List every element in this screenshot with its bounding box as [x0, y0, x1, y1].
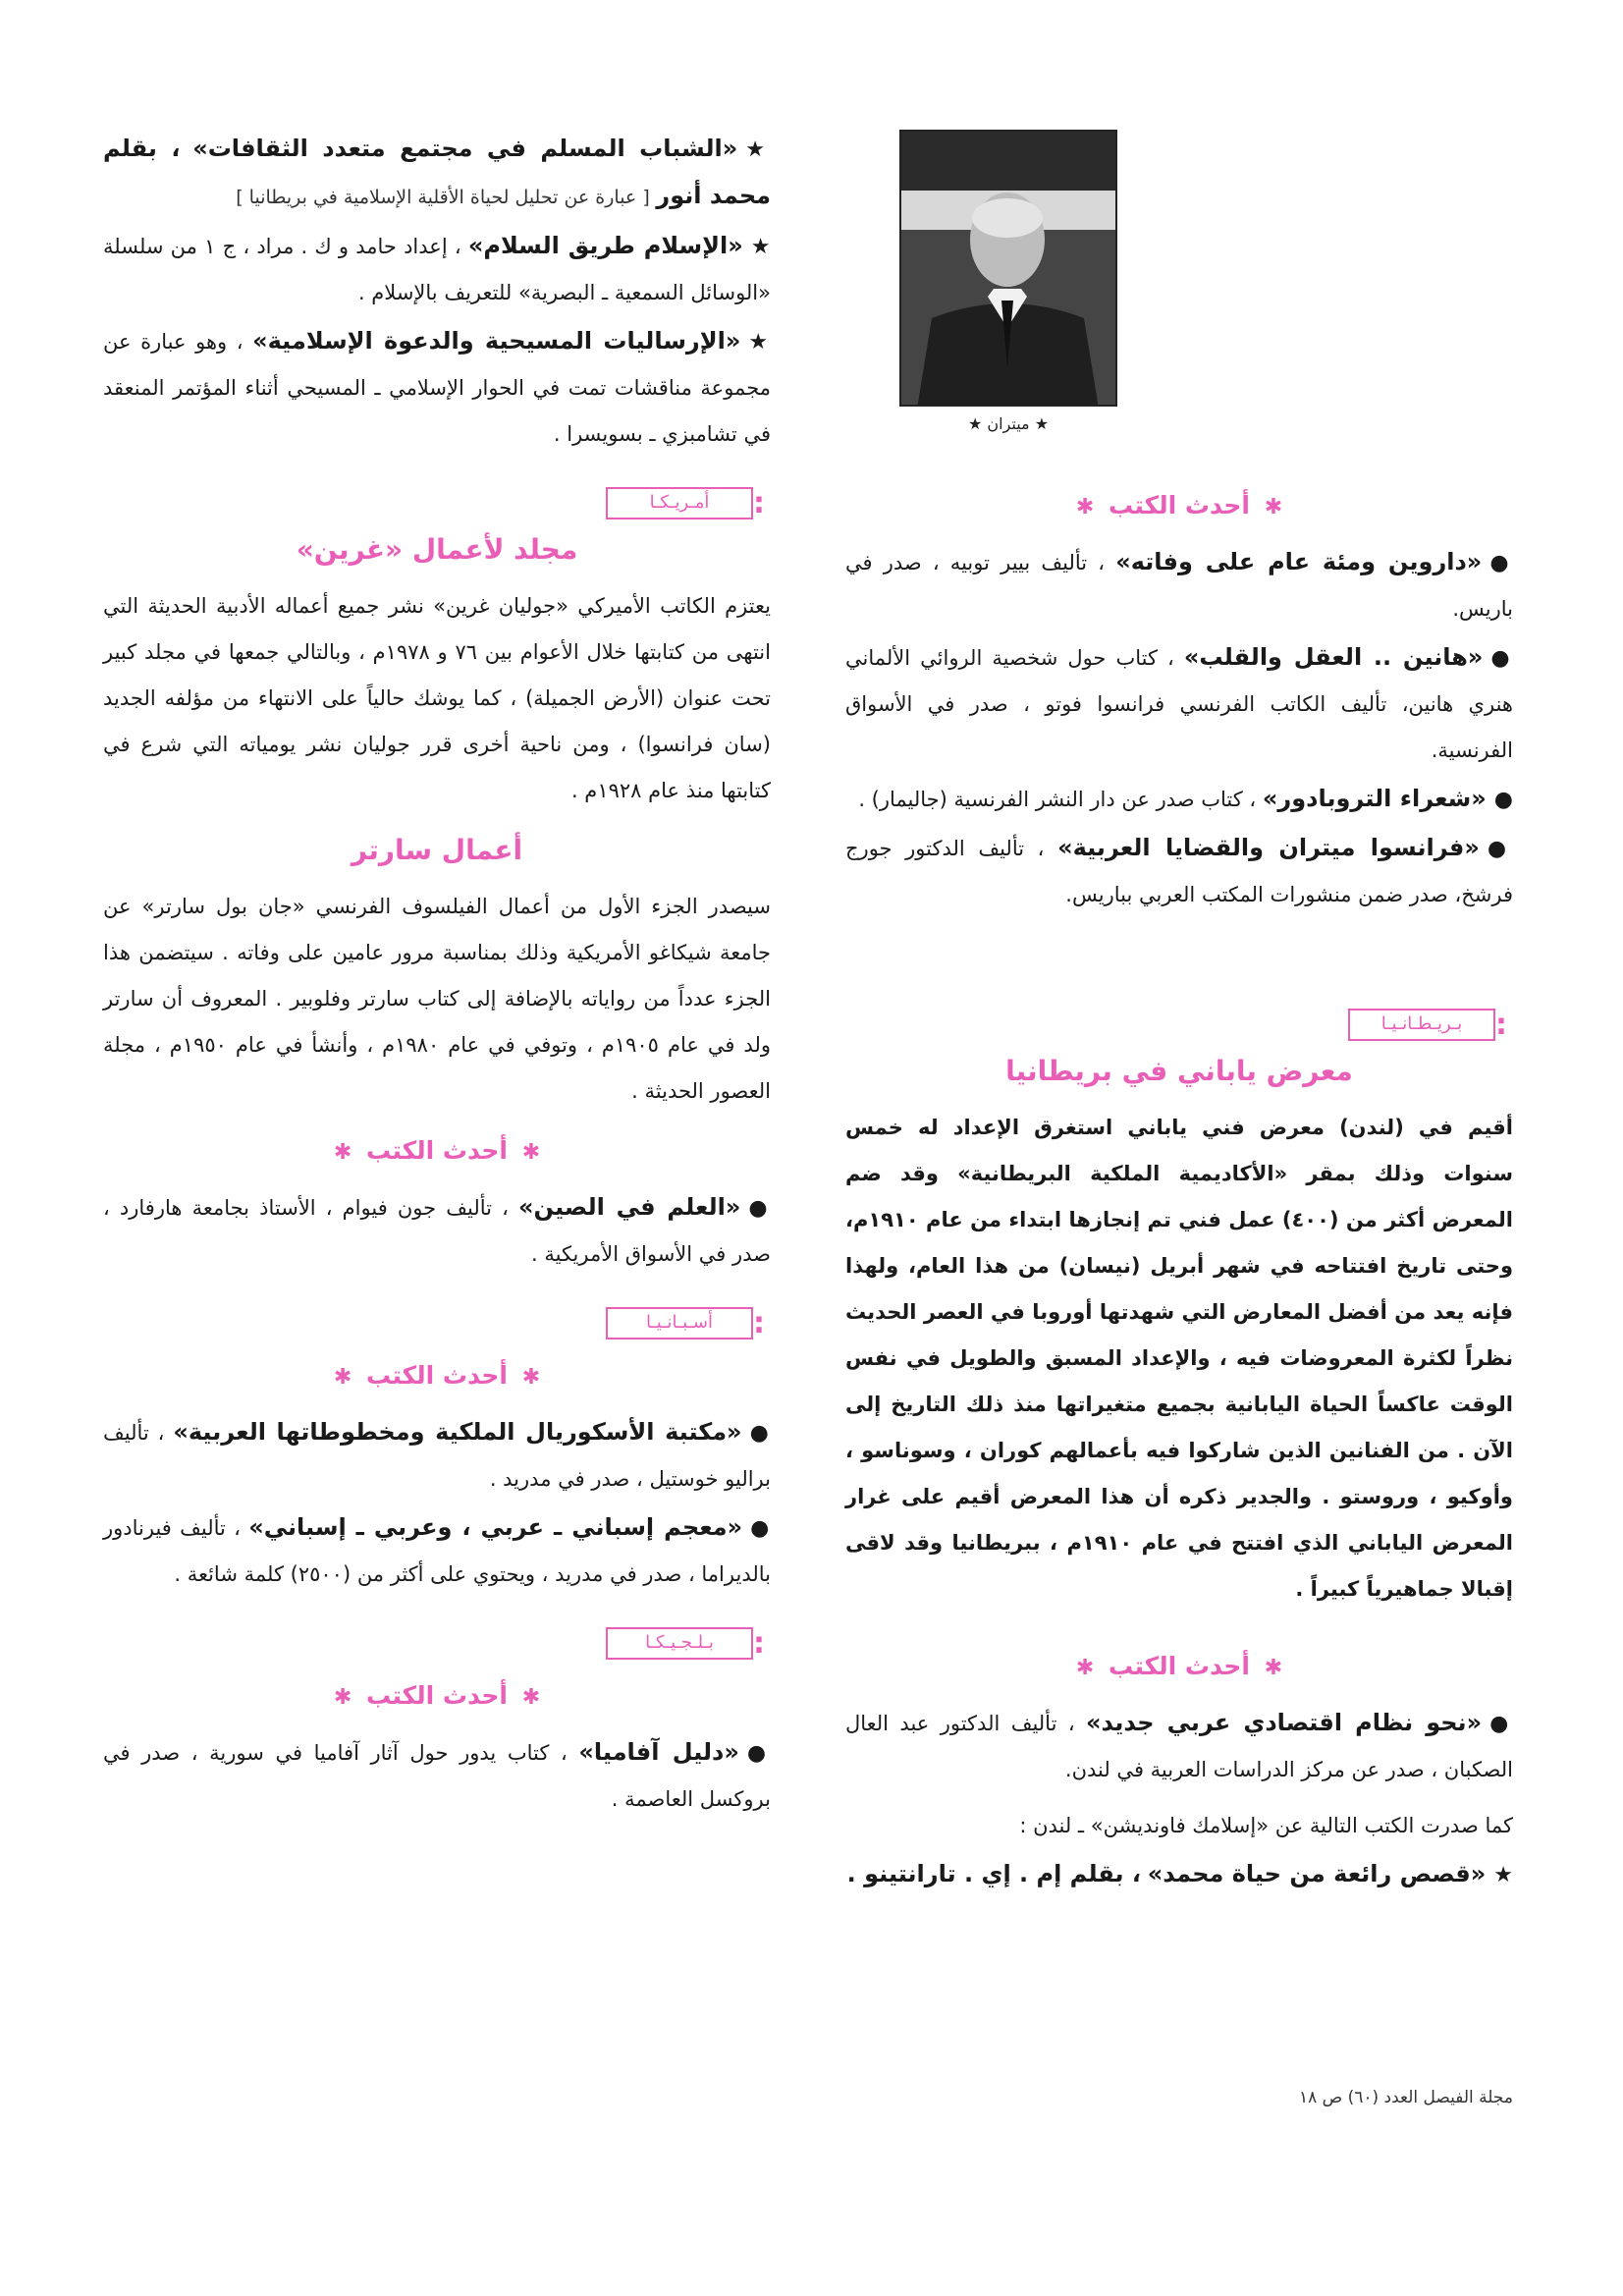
star-icon: ✱ — [1075, 495, 1095, 519]
country-label-text: أمـريـكـا — [606, 487, 753, 519]
bullet-icon: ● — [749, 1421, 771, 1446]
section-heading-belgium-books — [103, 1681, 771, 1710]
section-heading-spain-books — [103, 1361, 771, 1390]
country-label-text: أسـبـانـيـا — [606, 1307, 753, 1339]
book-entry — [103, 1409, 771, 1503]
book-details: ، تأليف بيير توبيه ، صدر في باريس. — [845, 551, 1513, 621]
bullet-icon: ● — [750, 1516, 771, 1541]
star-icon: ✱ — [521, 1685, 541, 1710]
country-label-belgium — [103, 1627, 771, 1660]
book-details: ، تأليف فيرنادور بالديراما ، صدر في مدريد ، ويحتوي على أكثر من (٢٥٠٠) كلمة شائعة . — [103, 1516, 771, 1586]
colon-mark: : — [753, 1625, 765, 1661]
islamic-foundation-intro: كما صدرت الكتب التالية عن «إسلامك فاونديشن» ـ لندن : — [1019, 1814, 1513, 1837]
section-heading-america-books — [103, 1136, 771, 1165]
star-icon: ★ — [745, 137, 772, 162]
portrait-caption: ★ ميتران ★ — [967, 414, 1050, 433]
bullet-icon: ● — [1490, 646, 1513, 671]
book-note: [ عبارة عن تحليل لحياة الأقلية الإسلامية في بريطانيا ] — [236, 187, 650, 208]
book-entry — [103, 1184, 771, 1278]
book-entry — [845, 1851, 1513, 1898]
book-title: «هانين .. العقل والقلب» — [1183, 643, 1484, 671]
section-heading-label: أحدث الكتب — [365, 1681, 509, 1710]
country-label-spain — [103, 1307, 771, 1339]
section-heading-france-books — [845, 491, 1513, 519]
article-title-greene: مجلد لأعمال «غرين» — [296, 533, 578, 566]
colon-mark: : — [753, 485, 765, 520]
book-details: ، تأليف الدكتور جورج فرشخ، صدر ضمن منشورات المكتب العربي بباريس. — [845, 837, 1513, 906]
book-details: ، بقلم إم . إي . تارانتينو . — [846, 1860, 1142, 1887]
country-label-britain — [845, 1009, 1513, 1041]
star-icon: ★ — [1493, 1863, 1513, 1887]
star-icon: ✱ — [1264, 495, 1283, 519]
article-title-japanese-exhibition: معرض ياباني في بريطانيا — [1005, 1055, 1353, 1087]
country-label-text: بـريـطـانـيـا — [1348, 1009, 1495, 1041]
article-body-japanese-exhibition: أقيم في (لندن) معرض فني ياباني استغرق الإعداد له خمس سنوات وذلك بمقر «الأكاديمية الملكية البريطانية» وقد ضم المعرض أكثر من (٤٠٠) عمل فني تم إنجازها ابتداء من عام ١٩١٠م، وحتى تاريخ افتتاحه في شهر أبريل (نيسان) من هذا العام، ولهذا فإنه يعد من أفضل المعارض التي شهدتها أوروبا في العصر الحديث نظراً لكثرة المعروضات فيه ، والإعداد المسبق والطويل في نفس الوقت عاكساً الحياة اليابانية بجميع متغيراتها منذ ذلك التاريخ إلى الآن . من الفنانين الذين شاركوا فيه بأعمالهم كوران ، وسوناسو ، وأوكيو ، وروستو . والجدير ذكره أن هذا المعرض أقيم على غرار المعرض الياباني الذي افتتح في عام ١٩١٠م ، ببريطانيا وقد لاقى إقبالا جماهيرياً كبيراً . — [845, 1116, 1513, 1601]
book-entry — [845, 1700, 1513, 1793]
star-icon: ✱ — [333, 1365, 352, 1390]
book-details: ، وهو عبارة عن مجموعة مناقشات تمت في الحوار الإسلامي ـ المسيحي أثناء المؤتمر المنعقد في تشامبزي ـ بسويسرا . — [103, 330, 771, 446]
book-title: «مكتبة الأسكوريال الملكية ومخطوطاتها العربية» — [173, 1418, 742, 1446]
star-icon: ★ — [750, 235, 772, 259]
bullet-icon: ● — [1489, 551, 1513, 575]
star-icon: ✱ — [521, 1365, 541, 1390]
article-body-sartre: سيصدر الجزء الأول من أعمال الفيلسوف الفرنسي «جان بول سارتر» عن جامعة شيكاغو الأمريكية وذلك بمناسبة مرور عامين على وفاته . سيتضمن هذا الجزء عدداً من رواياته بالإضافة إلى كتاب سارتر وفلوبير . المعروف أن سارتر ولد في عام ١٩٠٥م ، وتوفي في عام ١٩٨٠م ، وأنشأ في عام ١٩٥٠م ، مجلة العصور الحديثة . — [103, 895, 771, 1103]
colon-mark: : — [1495, 1007, 1507, 1042]
book-details: ، كتاب يدور حول آثار آفاميا في سورية ، صدر في بروكسل العاصمة . — [103, 1741, 771, 1811]
bullet-icon: ● — [748, 1196, 771, 1221]
book-details: ، تأليف براليو خوستيل ، صدر في مدريد . — [103, 1421, 771, 1491]
book-entry — [845, 825, 1513, 918]
section-heading-label: أحدث الكتب — [365, 1361, 509, 1390]
book-details: ، تأليف جون فيوام ، الأستاذ بجامعة هارفارد ، صدر في الأسواق الأمريكية . — [103, 1196, 771, 1266]
book-title: «الشباب المسلم في مجتمع متعدد الثقافات» — [192, 135, 738, 162]
book-title: «معجم إسباني ـ عربي ، وعربي ـ إسباني» — [248, 1513, 743, 1541]
book-title: «داروين ومئة عام على وفاته» — [1115, 548, 1483, 575]
book-title: «دليل آفاميا» — [578, 1738, 739, 1766]
star-icon: ✱ — [333, 1140, 352, 1165]
bullet-icon: ● — [1493, 788, 1513, 812]
book-details: ، إعداد حامد و ك . مراد ، ج ١ من سلسلة «الوسائل السمعية ـ البصرية» للتعريف بالإسلام . — [103, 235, 771, 304]
book-entry — [845, 776, 1513, 823]
book-entry — [103, 318, 771, 458]
section-heading-label: أحدث الكتب — [1108, 1652, 1251, 1680]
star-icon: ✱ — [1075, 1656, 1095, 1680]
book-title: «العلم في الصين» — [518, 1193, 741, 1221]
book-entry — [845, 634, 1513, 774]
star-icon: ✱ — [333, 1685, 352, 1710]
country-label-text: بـلـجـيـكـا — [606, 1627, 753, 1660]
book-title: «الإرساليات المسيحية والدعوة الإسلامية» — [252, 327, 741, 355]
right-column — [845, 469, 1513, 1900]
portrait-photo — [899, 130, 1117, 407]
book-details: ، تأليف الدكتور عبد العال الصكبان ، صدر عن مركز الدراسات العربية في لندن. — [845, 1712, 1513, 1781]
bullet-icon: ● — [746, 1741, 772, 1766]
section-heading-label: أحدث الكتب — [365, 1136, 509, 1165]
portrait-figure — [899, 130, 1117, 433]
bullet-icon: ● — [1487, 837, 1513, 861]
portrait-illustration — [899, 132, 1115, 407]
section-heading-label: أحدث الكتب — [1108, 491, 1251, 519]
article-body-greene: يعتزم الكاتب الأميركي «جوليان غرين» نشر جميع أعماله الأدبية الحديثة التي انتهى من كتابتها خلال الأعوام بين ٧٦ و ١٩٧٨م ، وبالتالي جمعها في مجلد كبير تحت عنوان (الأرض الجميلة) ، كما يوشك حالياً على الانتهاء من مؤلفه الجديد (سان فرانسوا) ، ومن ناحية أخرى قرر جوليان نشر يومياته التي شرع في كتابتها منذ عام ١٩٢٨م . — [103, 594, 771, 802]
book-title: «الإسلام طريق السلام» — [467, 232, 743, 259]
country-label-america — [103, 487, 771, 519]
book-title: «شعراء التروبادور» — [1262, 785, 1487, 812]
book-entry — [103, 223, 771, 316]
section-heading-britain-books — [845, 1652, 1513, 1680]
book-title: «قصص رائعة من حياة محمد» — [1147, 1860, 1487, 1887]
star-icon: ✱ — [1264, 1656, 1283, 1680]
book-title: «فرانسوا ميتران والقضايا العربية» — [1057, 834, 1480, 861]
star-icon: ★ — [748, 330, 771, 355]
left-column — [103, 126, 771, 1825]
book-details: ، بقلم محمد أنور — [103, 135, 771, 209]
book-details: ، كتاب صدر عن دار النشر الفرنسية (جاليمار) . — [858, 788, 1257, 811]
article-title-sartre: أعمال سارتر — [351, 834, 523, 866]
book-details: ، كتاب حول شخصية الروائي الألماني هنري هانين، تأليف الكاتب الفرنسي فرانسوا فوتو ، صدر في الأسواق الفرنسية. — [845, 646, 1513, 762]
book-entry — [103, 126, 771, 221]
book-entry — [103, 1729, 771, 1823]
page-footer: مجلة الفيصل العدد (٦٠) ص ١٨ — [1298, 2088, 1513, 2107]
book-title: «نحو نظام اقتصادي عربي جديد» — [1086, 1709, 1483, 1736]
book-entry — [845, 539, 1513, 632]
star-icon: ✱ — [521, 1140, 541, 1165]
bullet-icon: ● — [1489, 1712, 1514, 1736]
colon-mark: : — [753, 1305, 765, 1340]
book-entry — [103, 1504, 771, 1598]
